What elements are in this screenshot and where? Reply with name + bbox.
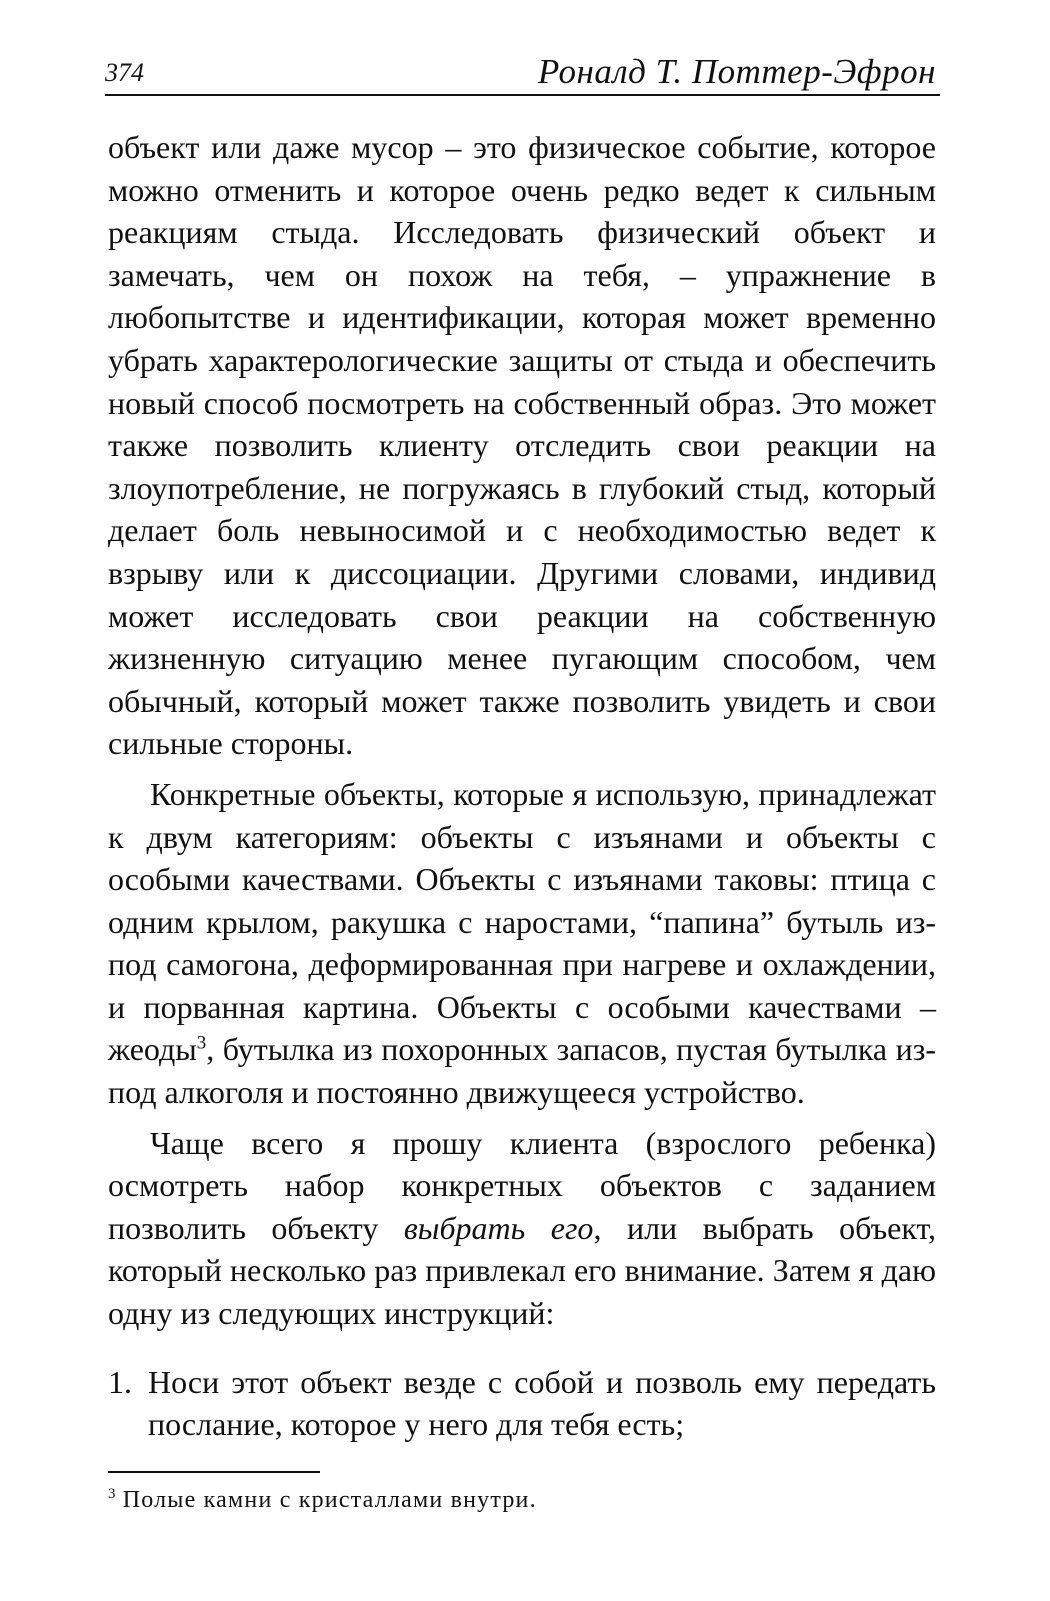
paragraph-3-emphasis: выбрать его	[403, 1209, 594, 1246]
paragraph-2	[108, 773, 936, 1114]
list-item-number: 1.	[108, 1363, 132, 1400]
page-header	[105, 52, 940, 96]
paragraph-2-text-b: , бутылка из похоронных запасов, пустая бутылка из-под алкоголя и постоянно движущееся устройство.	[108, 1031, 936, 1111]
list-item	[108, 1361, 936, 1446]
running-head-author: Роналд Т. Поттер-Эфрон	[537, 52, 936, 91]
instruction-list	[108, 1361, 936, 1446]
footnote	[108, 1487, 936, 1514]
footnote-divider	[108, 1471, 320, 1473]
footnote-marker: 3	[108, 1486, 117, 1502]
body-text	[108, 126, 936, 1446]
list-item-text: Носи этот объект везде с собой и позволь ему передать послание, которое у него для тебя есть;	[148, 1363, 936, 1443]
paragraph-3-text-b: , или выбрать объект, который несколько раз привлекал его внимание. Затем я даю одну из следующих инструкций:	[108, 1209, 937, 1332]
paragraph-2-text-a: Конкретные объекты, которые я использую, принадлежат к двум категориям: объекты с изъянами и объекты с особыми качествами. Объекты с изъянами таковы: птица с одним крылом, ракушка с наростами, “папина” бутыль из-под самогона, деформированная при нагреве и охлаждении, и порванная картина. Объекты с особыми качествами – жеоды	[108, 775, 936, 1068]
footnote-reference: 3	[196, 1032, 207, 1054]
page-number: 374	[105, 58, 144, 87]
paragraph-3-text-a: Чаще всего я прошу клиента (взрослого ребенка) осмотреть набор конкретных объектов с заданием позволить объекту	[108, 1124, 936, 1246]
footnote-text: Полые камни с кристаллами внутри.	[122, 1487, 537, 1513]
paragraph-1: объект или даже мусор – это физическое событие, которое можно отменить и которое очень редко ведет к сильным реакциям стыда. Исследовать физический объект и замечать, чем он похож на тебя, – упражнение в любопытстве и идентификации, которая может временно убрать характерологические защиты от стыда и обеспечить новый способ посмотреть на собственный образ. Это может также позволить клиенту отследить свои реакции на злоупотребление, не погружаясь в глубокий стыд, который делает боль невыносимой и с необходимостью ведет к взрыву или к диссоциации. Другими словами, индивид может исследовать свои реакции на собственную жизненную ситуацию менее пугающим способом, чем обычный, который может также позволить увидеть и свои сильные стороны.	[108, 129, 936, 762]
paragraph-3	[108, 1122, 936, 1335]
